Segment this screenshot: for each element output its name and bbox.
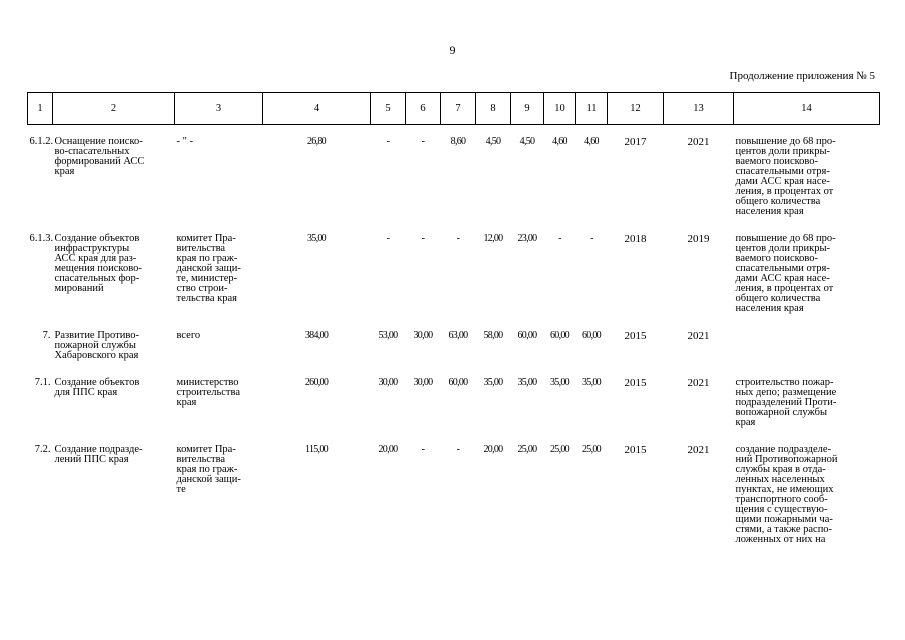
expected-result: строительство пожар- ных депо; размещение подразделений Проти- вопожарной службы края — [735, 377, 837, 428]
row-number: 6.1.3. — [29, 233, 54, 244]
program-table — [27, 92, 880, 545]
year-value: 23,00 — [517, 233, 537, 244]
header-cell: 1 — [28, 93, 53, 125]
year-value: 30,00 — [413, 377, 433, 388]
year-value: 63,00 — [448, 330, 468, 341]
year-value: - — [590, 233, 593, 244]
page-number: 9 — [449, 43, 456, 57]
start-year: 2015 — [624, 330, 647, 342]
header-cell: 11 — [576, 93, 608, 125]
row-number: 7. — [42, 330, 51, 341]
header-cell: 9 — [511, 93, 544, 125]
year-value: 25,00 — [517, 444, 537, 455]
start-year: 2018 — [624, 233, 647, 245]
year-value: - — [386, 136, 390, 147]
year-value: - — [456, 444, 460, 455]
end-year: 2021 — [687, 377, 710, 389]
total-value: 384,00 — [304, 330, 329, 341]
end-year: 2019 — [687, 233, 710, 245]
executor: комитет Пра- вительства края по граж- данской защи- те — [176, 444, 241, 495]
year-value: 4,60 — [552, 136, 567, 147]
header-cell: 8 — [476, 93, 511, 125]
year-value: 53,00 — [378, 330, 398, 341]
year-value: 30,00 — [378, 377, 398, 388]
executor: комитет Пра- вительства края по граж- данской защи- те, министер- ство строи- тельства края — [176, 233, 241, 304]
row-spacer-cell — [28, 314, 880, 331]
table-row — [28, 445, 880, 545]
table-row — [28, 378, 880, 428]
year-value: - — [558, 233, 561, 244]
year-value: 20,00 — [378, 444, 398, 455]
row-spacer-cell — [28, 217, 880, 234]
year-value: 35,00 — [483, 377, 503, 388]
row-spacer-cell — [28, 428, 880, 445]
year-value: 4,50 — [519, 136, 535, 147]
expected-result: создание подразделе- ний Противопожарной службы края в отда- ленных населенных пунктах, не имеющих транспортного сооб- щения с существую- щими пожарными ча- стями, а также распо- ложенных от них на — [735, 444, 838, 545]
start-year: 2015 — [624, 444, 647, 456]
row-spacer — [28, 428, 880, 445]
header-cell: 6 — [406, 93, 441, 125]
year-value: 60,00 — [517, 330, 537, 341]
year-value: - — [386, 233, 390, 244]
year-value: 8,60 — [450, 136, 466, 147]
row-number: 7.1. — [34, 377, 51, 388]
expected-result: повышение до 68 про- центов доли прикры- ваемого поисково- спасательными отря- дами АСС края насе- ления, в процентах от общего количества населения края — [735, 136, 836, 217]
row-spacer — [28, 217, 880, 234]
header-cell: 4 — [263, 93, 371, 125]
row-spacer — [28, 361, 880, 378]
start-year: 2015 — [624, 377, 647, 389]
year-value: 25,00 — [549, 444, 569, 455]
measure-name: Оснащение поиско- во-спасательных формирований АСС края — [54, 136, 145, 177]
row-spacer-cell — [28, 361, 880, 378]
header-cell: 13 — [664, 93, 734, 125]
year-value: 60,00 — [549, 330, 569, 341]
year-value: 35,00 — [517, 377, 537, 388]
measure-name: Создание подразде- лений ППС края — [54, 444, 143, 465]
year-value: 60,00 — [448, 377, 468, 388]
executor: - " - — [176, 136, 194, 147]
end-year: 2021 — [687, 330, 710, 342]
header-cell: 5 — [371, 93, 406, 125]
year-value: 35,00 — [549, 377, 569, 388]
measure-name: Создание объектов инфраструктуры АСС края для раз- мещения поисково- спасательных фор- мирований — [54, 233, 142, 294]
start-year: 2017 — [624, 136, 647, 148]
year-value: 25,00 — [581, 444, 601, 455]
header-cell: 14 — [734, 93, 880, 125]
table-row — [28, 331, 880, 361]
total-value: 260,00 — [304, 377, 329, 388]
total-value: 26,80 — [306, 136, 326, 147]
expected-result — [734, 331, 880, 361]
row-spacer — [28, 314, 880, 331]
end-year: 2021 — [687, 136, 710, 148]
executor: министерство строительства края — [176, 377, 241, 408]
year-value: - — [421, 233, 425, 244]
year-value: 30,00 — [413, 330, 433, 341]
year-value: 12,00 — [483, 233, 503, 244]
row-number: 7.2. — [34, 444, 51, 455]
year-value: 35,00 — [581, 377, 601, 388]
header-cell: 7 — [441, 93, 476, 125]
year-value: 4,60 — [584, 136, 599, 147]
executor: всего — [176, 330, 201, 341]
year-value: 20,00 — [483, 444, 503, 455]
header-row — [28, 93, 880, 125]
end-year: 2021 — [687, 444, 710, 456]
year-value: - — [421, 136, 425, 147]
table-body — [28, 125, 880, 546]
measure-name: Развитие Противо- пожарной службы Хабаровского края — [54, 330, 140, 361]
year-value: - — [456, 233, 460, 244]
continuation-label: Продолжение приложения № 5 — [729, 70, 875, 82]
row-number: 6.1.2. — [29, 136, 54, 147]
header-cell: 3 — [175, 93, 263, 125]
expected-result: повышение до 68 про- центов доли прикры- ваемого поисково- спасательными отря- дами АСС края насе- ления, в процентах от общего количества населения края — [735, 233, 836, 314]
total-value: 35,00 — [306, 233, 326, 244]
year-value: 4,50 — [485, 136, 501, 147]
year-value: 60,00 — [581, 330, 601, 341]
year-value: - — [421, 444, 425, 455]
header-cell: 2 — [53, 93, 175, 125]
header-cell: 12 — [608, 93, 664, 125]
header-cell: 10 — [544, 93, 576, 125]
measure-name: Создание объектов для ППС края — [54, 377, 140, 398]
total-value: 115,00 — [305, 444, 328, 455]
table-row — [28, 137, 880, 217]
table-row — [28, 234, 880, 314]
year-value: 58,00 — [483, 330, 503, 341]
